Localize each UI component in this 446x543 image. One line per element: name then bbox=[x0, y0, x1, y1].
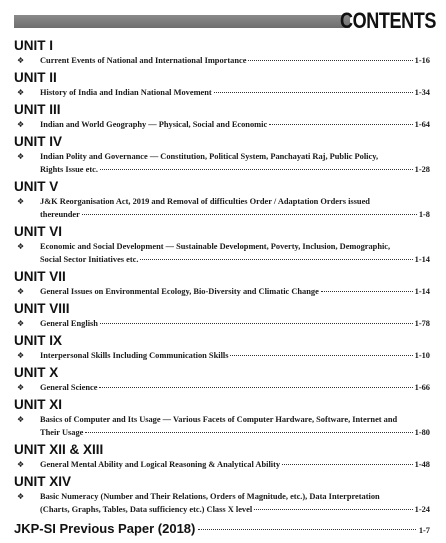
unit-entry bbox=[14, 240, 430, 266]
dot-leader bbox=[99, 386, 412, 388]
unit-entry bbox=[14, 381, 430, 394]
unit-entry bbox=[14, 349, 430, 362]
diamond-bullet-icon: ❖ bbox=[17, 319, 25, 328]
diamond-bullet-icon: ❖ bbox=[17, 383, 25, 392]
entry-text: General Science bbox=[40, 383, 98, 392]
unit-section bbox=[14, 224, 430, 269]
diamond-bullet-icon: ❖ bbox=[17, 152, 25, 161]
unit-section bbox=[14, 397, 430, 442]
entry-text: Current Events of National and International Importance bbox=[40, 56, 247, 65]
entry-text: (Charts, Graphs, Tables, Data sufficiency etc.) Class X level bbox=[40, 505, 253, 514]
entry-line bbox=[40, 413, 430, 426]
unit-title: UNIT IV bbox=[14, 134, 63, 149]
entry-line bbox=[40, 426, 430, 439]
entry-line bbox=[40, 118, 430, 131]
entry-text: General Mental Ability and Logical Reasoning & Analytical Ability bbox=[40, 460, 281, 469]
entry-text: Economic and Social Development — Sustainable Development, Poverty, Inclusion, Demographic, bbox=[40, 242, 391, 251]
unit-title: UNIT XI bbox=[14, 397, 63, 412]
page-title: CONTENTS bbox=[340, 8, 436, 33]
page-number: 1-28 bbox=[414, 165, 430, 174]
page-number: 1-64 bbox=[414, 120, 430, 129]
unit-section bbox=[14, 134, 430, 179]
diamond-bullet-icon: ❖ bbox=[17, 242, 25, 251]
page-number: 1-78 bbox=[414, 319, 430, 328]
entry-text: History of India and Indian National Movement bbox=[40, 88, 212, 97]
entry-text: General English bbox=[40, 319, 98, 328]
entry-line bbox=[40, 317, 430, 330]
unit-section bbox=[14, 102, 430, 134]
dot-leader bbox=[82, 213, 417, 215]
page-number: 1-14 bbox=[414, 255, 430, 264]
dot-leader bbox=[269, 123, 412, 125]
page-number: 1-10 bbox=[414, 351, 430, 360]
entry-line bbox=[40, 195, 430, 208]
unit-section bbox=[14, 179, 430, 224]
entry-text: Their Usage bbox=[40, 428, 84, 437]
unit-section bbox=[14, 442, 430, 474]
entry-line bbox=[40, 240, 430, 253]
entry-text: Rights Issue etc. bbox=[40, 165, 98, 174]
entry-text: thereunder bbox=[40, 210, 80, 219]
diamond-bullet-icon: ❖ bbox=[17, 56, 25, 65]
dot-leader bbox=[100, 322, 413, 324]
diamond-bullet-icon: ❖ bbox=[17, 197, 25, 206]
unit-entry bbox=[14, 118, 430, 131]
page-number: 1-16 bbox=[414, 56, 430, 65]
entry-text: Indian Polity and Governance — Constitution, Political System, Panchayati Raj, Public Policy, bbox=[40, 152, 379, 161]
page-number: 1-8 bbox=[418, 210, 430, 219]
unit-section bbox=[14, 365, 430, 397]
dot-leader bbox=[214, 91, 413, 93]
units-list bbox=[14, 38, 430, 519]
entry-line bbox=[40, 86, 430, 99]
dot-leader bbox=[198, 528, 415, 530]
unit-entry bbox=[14, 86, 430, 99]
entry-line bbox=[40, 150, 430, 163]
dot-leader bbox=[140, 258, 412, 260]
entry-text: Interpersonal Skills Including Communication Skills bbox=[40, 351, 229, 360]
entry-text: Indian and World Geography — Physical, Social and Economic bbox=[40, 120, 268, 129]
page-number: 1-24 bbox=[414, 505, 430, 514]
unit-entry bbox=[14, 413, 430, 439]
dot-leader bbox=[248, 59, 412, 61]
entry-line bbox=[40, 503, 430, 516]
entry-line bbox=[40, 381, 430, 394]
unit-entry bbox=[14, 458, 430, 471]
page-number: 1-14 bbox=[414, 287, 430, 296]
entry-line bbox=[40, 163, 430, 176]
dot-leader bbox=[230, 354, 412, 356]
header-bar bbox=[14, 15, 350, 28]
diamond-bullet-icon: ❖ bbox=[17, 351, 25, 360]
unit-title: UNIT V bbox=[14, 179, 59, 194]
entry-line bbox=[40, 285, 430, 298]
unit-entry bbox=[14, 195, 430, 221]
entry-line bbox=[40, 458, 430, 471]
page-number: 1-48 bbox=[414, 460, 430, 469]
unit-entry bbox=[14, 317, 430, 330]
entry-line bbox=[40, 490, 430, 503]
entry-line bbox=[40, 349, 430, 362]
diamond-bullet-icon: ❖ bbox=[17, 88, 25, 97]
unit-title: UNIT VII bbox=[14, 269, 66, 284]
dot-leader bbox=[282, 463, 413, 465]
previous-paper-title: JKP-SI Previous Paper (2018) bbox=[14, 521, 196, 536]
unit-title: UNIT XIV bbox=[14, 474, 72, 489]
diamond-bullet-icon: ❖ bbox=[17, 120, 25, 129]
unit-entry bbox=[14, 285, 430, 298]
diamond-bullet-icon: ❖ bbox=[17, 492, 25, 501]
unit-entry bbox=[14, 150, 430, 176]
unit-title: UNIT III bbox=[14, 102, 61, 117]
dot-leader bbox=[321, 290, 413, 292]
unit-title: UNIT II bbox=[14, 70, 57, 85]
entry-text: Basic Numeracy (Number and Their Relations, Orders of Magnitude, etc.), Data Interpretation bbox=[40, 492, 380, 501]
page-number: 1-34 bbox=[414, 88, 430, 97]
page-number: 1-66 bbox=[414, 383, 430, 392]
dot-leader bbox=[254, 508, 412, 510]
unit-entry bbox=[14, 54, 430, 67]
unit-title: UNIT VI bbox=[14, 224, 63, 239]
diamond-bullet-icon: ❖ bbox=[17, 287, 25, 296]
entry-line bbox=[40, 54, 430, 67]
dot-leader bbox=[85, 431, 412, 433]
entry-line bbox=[40, 208, 430, 221]
unit-title: UNIT VIII bbox=[14, 301, 70, 316]
unit-section bbox=[14, 70, 430, 102]
entry-line bbox=[40, 253, 430, 266]
diamond-bullet-icon: ❖ bbox=[17, 460, 25, 469]
entry-text: J&K Reorganisation Act, 2019 and Removal of difficulties Order / Adaptation Orders issued bbox=[40, 197, 370, 206]
unit-section bbox=[14, 38, 430, 70]
unit-title: UNIT XII & XIII bbox=[14, 442, 104, 457]
previous-paper-page: 1-7 bbox=[418, 526, 430, 535]
entry-text: Social Sector Initiatives etc. bbox=[40, 255, 139, 264]
previous-paper-row bbox=[14, 521, 430, 536]
page-number: 1-80 bbox=[414, 428, 430, 437]
unit-title: UNIT IX bbox=[14, 333, 63, 348]
contents-header bbox=[14, 10, 436, 34]
unit-section bbox=[14, 474, 430, 519]
spacer bbox=[14, 516, 430, 519]
unit-section bbox=[14, 301, 430, 333]
entry-text: General Issues on Environmental Ecology, Bio-Diversity and Climatic Change bbox=[40, 287, 319, 296]
unit-section bbox=[14, 269, 430, 301]
unit-entry bbox=[14, 490, 430, 516]
entry-text: Basics of Computer and Its Usage — Various Facets of Computer Hardware, Software, Internet and bbox=[40, 415, 398, 424]
dot-leader bbox=[100, 168, 413, 170]
unit-title: UNIT X bbox=[14, 365, 59, 380]
unit-title: UNIT I bbox=[14, 38, 53, 53]
unit-section bbox=[14, 333, 430, 365]
diamond-bullet-icon: ❖ bbox=[17, 415, 25, 424]
